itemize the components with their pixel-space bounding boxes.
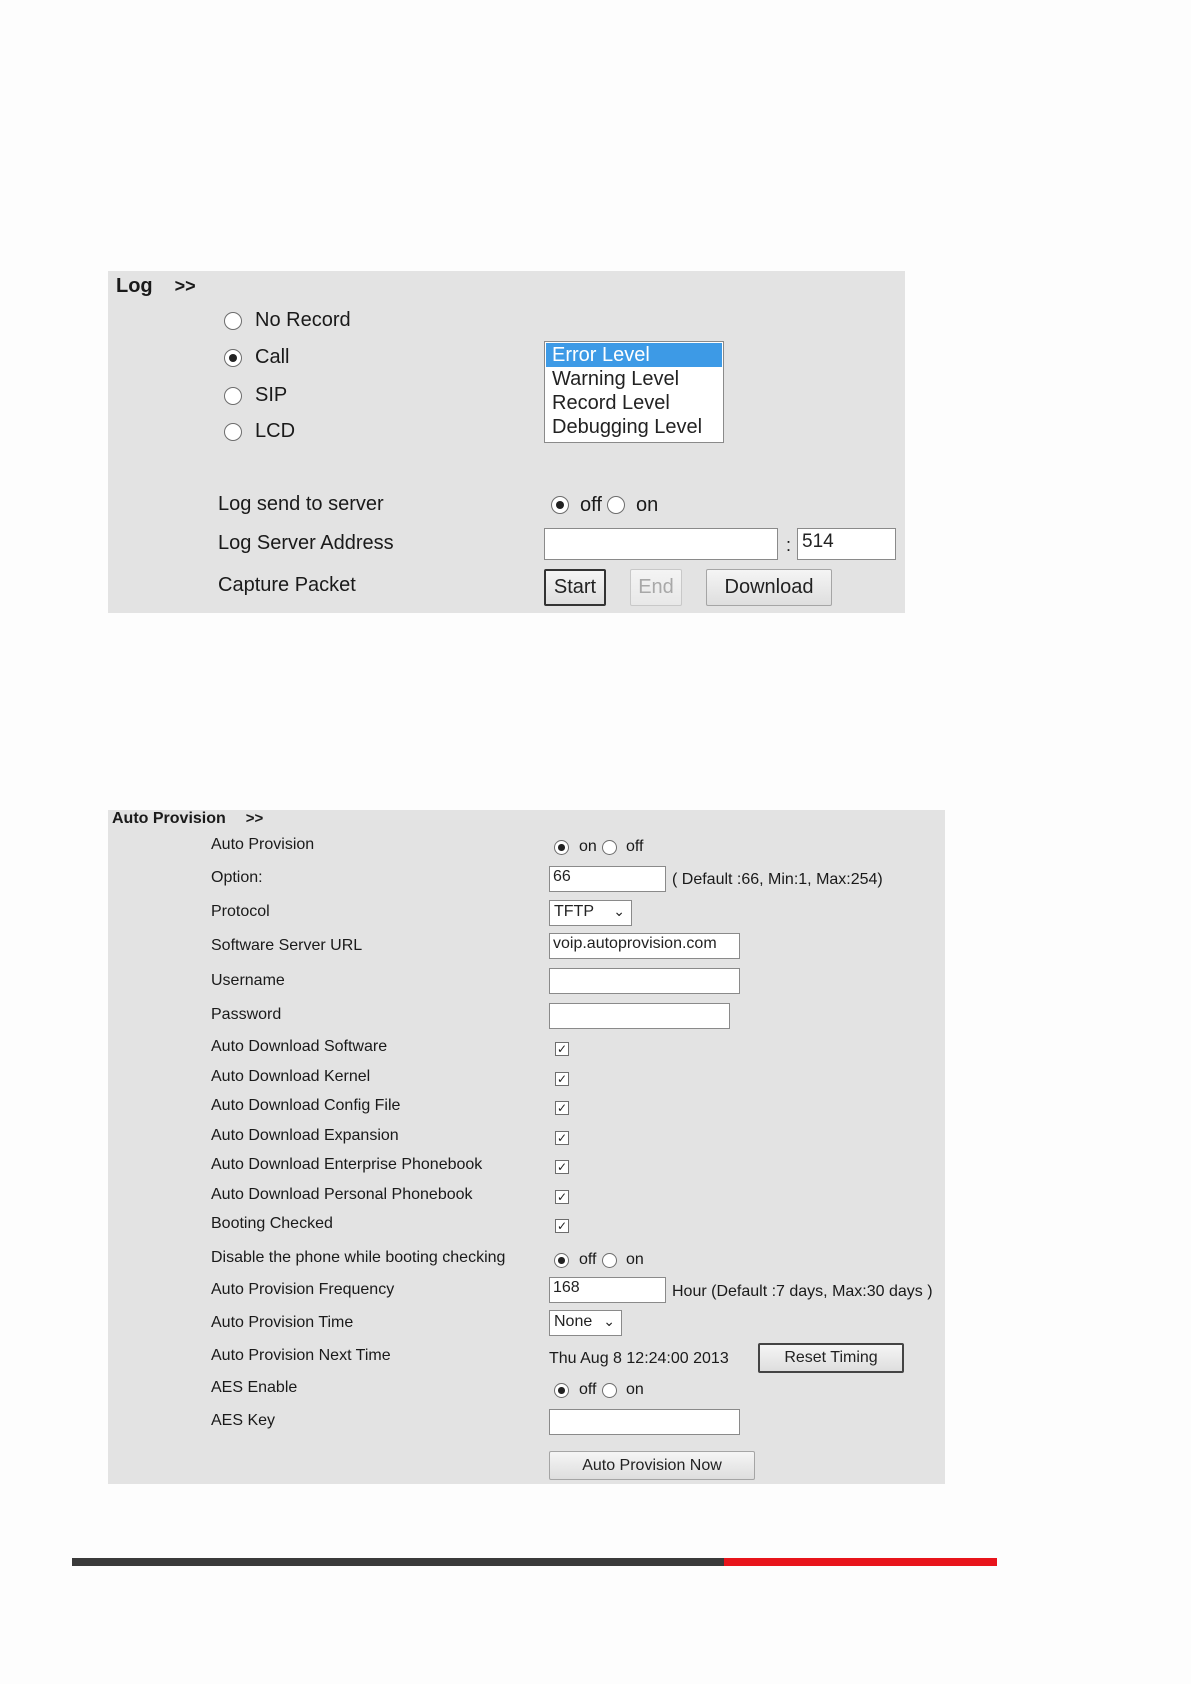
radio-aes-on[interactable] (602, 1383, 617, 1398)
disable-phone-off-label: off (579, 1251, 597, 1268)
auto-provision-on-label: on (579, 838, 597, 855)
aes-enable-label: AES Enable (211, 1379, 298, 1396)
log-send-label: Log send to server (218, 493, 384, 515)
username-input[interactable] (549, 968, 740, 994)
frequency-label: Auto Provision Frequency (211, 1281, 395, 1298)
dl-enterprise-pb-label: Auto Download Enterprise Phonebook (211, 1156, 483, 1173)
disable-phone-label: Disable the phone while booting checking (211, 1249, 506, 1266)
dl-config-checkbox[interactable]: ✓ (556, 1101, 568, 1115)
next-time-value: Thu Aug 8 12:24:00 2013 (549, 1350, 729, 1367)
booting-checked-label: Booting Checked (211, 1215, 333, 1232)
dl-personal-pb-checkbox[interactable]: ✓ (556, 1190, 568, 1204)
password-label: Password (211, 1006, 282, 1023)
dl-expansion-label: Auto Download Expansion (211, 1127, 399, 1144)
username-label: Username (211, 972, 285, 989)
log-server-address-label: Log Server Address (218, 532, 394, 554)
radio-sip[interactable] (224, 387, 242, 405)
radio-auto-provision-on[interactable] (554, 840, 569, 855)
chevron-down-icon: ⌄ (613, 903, 625, 919)
level-option-warning[interactable]: Warning Level (552, 368, 680, 390)
auto-provision-off-label: off (626, 838, 644, 855)
start-capture-button[interactable]: Start (544, 569, 606, 606)
radio-auto-provision-off[interactable] (602, 840, 617, 855)
aes-key-input[interactable] (549, 1409, 740, 1435)
log-server-address-input[interactable] (544, 528, 778, 560)
dl-expansion-checkbox[interactable]: ✓ (556, 1131, 568, 1145)
time-selected-value: None (554, 1313, 593, 1330)
reset-timing-button[interactable]: Reset Timing (758, 1343, 904, 1373)
send-off-label: off (580, 494, 602, 516)
radio-disable-phone-on[interactable] (602, 1253, 617, 1268)
protocol-selected-value: TFTP (554, 903, 594, 920)
dl-personal-pb-label: Auto Download Personal Phonebook (211, 1186, 473, 1203)
radio-no-record[interactable] (224, 312, 242, 330)
server-url-input[interactable]: voip.autoprovision.com (549, 933, 740, 959)
aes-key-label: AES Key (211, 1412, 276, 1429)
log-level-listbox[interactable] (544, 341, 724, 443)
option-input[interactable]: 66 (549, 866, 666, 892)
dl-software-label: Auto Download Software (211, 1038, 388, 1055)
end-capture-button[interactable]: End (630, 569, 682, 606)
password-input[interactable] (549, 1003, 730, 1029)
log-server-port-input[interactable]: 514 (797, 528, 896, 560)
disable-phone-on-label: on (626, 1251, 644, 1268)
auto-provision-panel (108, 810, 945, 1484)
dl-kernel-checkbox[interactable]: ✓ (556, 1072, 568, 1086)
booting-checked-checkbox[interactable]: ✓ (556, 1219, 568, 1233)
dl-enterprise-pb-checkbox[interactable]: ✓ (556, 1160, 568, 1174)
radio-send-off[interactable] (551, 496, 569, 514)
dl-config-label: Auto Download Config File (211, 1097, 401, 1114)
capture-packet-label: Capture Packet (218, 574, 356, 596)
server-url-label: Software Server URL (211, 937, 363, 954)
time-select[interactable] (549, 1310, 622, 1336)
frequency-input[interactable]: 168 (549, 1277, 666, 1303)
auto-provision-now-button[interactable]: Auto Provision Now (549, 1451, 755, 1480)
frequency-hint: Hour (Default :7 days, Max:30 days ) (672, 1283, 933, 1300)
option-hint: ( Default :66, Min:1, Max:254) (672, 871, 883, 888)
radio-send-on[interactable] (607, 496, 625, 514)
aes-on-label: on (626, 1381, 644, 1398)
level-option-record[interactable]: Record Level (552, 392, 670, 414)
auto-provision-title: Auto Provision >> (112, 810, 264, 827)
send-on-label: on (636, 494, 659, 516)
no-record-label: No Record (255, 309, 351, 331)
footer-bar-accent (724, 1558, 997, 1566)
port-separator: : (786, 535, 792, 555)
chevron-down-icon: ⌄ (603, 1313, 615, 1329)
download-capture-button[interactable]: Download (706, 569, 832, 606)
log-panel (108, 271, 905, 613)
log-title: Log >> (116, 275, 196, 297)
call-label: Call (255, 346, 290, 368)
time-label: Auto Provision Time (211, 1314, 354, 1331)
sip-label: SIP (255, 384, 288, 406)
expand-arrows[interactable]: >> (174, 276, 196, 296)
option-label: Option: (211, 869, 263, 886)
dl-software-checkbox[interactable]: ✓ (556, 1042, 568, 1056)
footer-bar-dark (72, 1558, 724, 1566)
radio-aes-off[interactable] (554, 1383, 569, 1398)
level-option-error[interactable]: Error Level (546, 343, 722, 367)
aes-off-label: off (579, 1381, 597, 1398)
radio-call[interactable] (224, 349, 242, 367)
radio-disable-phone-off[interactable] (554, 1253, 569, 1268)
next-time-label: Auto Provision Next Time (211, 1347, 391, 1364)
expand-arrows[interactable]: >> (245, 810, 264, 827)
protocol-label: Protocol (211, 903, 270, 920)
radio-lcd[interactable] (224, 423, 242, 441)
level-option-debugging[interactable]: Debugging Level (552, 416, 703, 438)
lcd-label: LCD (255, 420, 296, 442)
protocol-select[interactable] (549, 900, 632, 926)
auto-provision-label: Auto Provision (211, 836, 315, 853)
dl-kernel-label: Auto Download Kernel (211, 1068, 371, 1085)
